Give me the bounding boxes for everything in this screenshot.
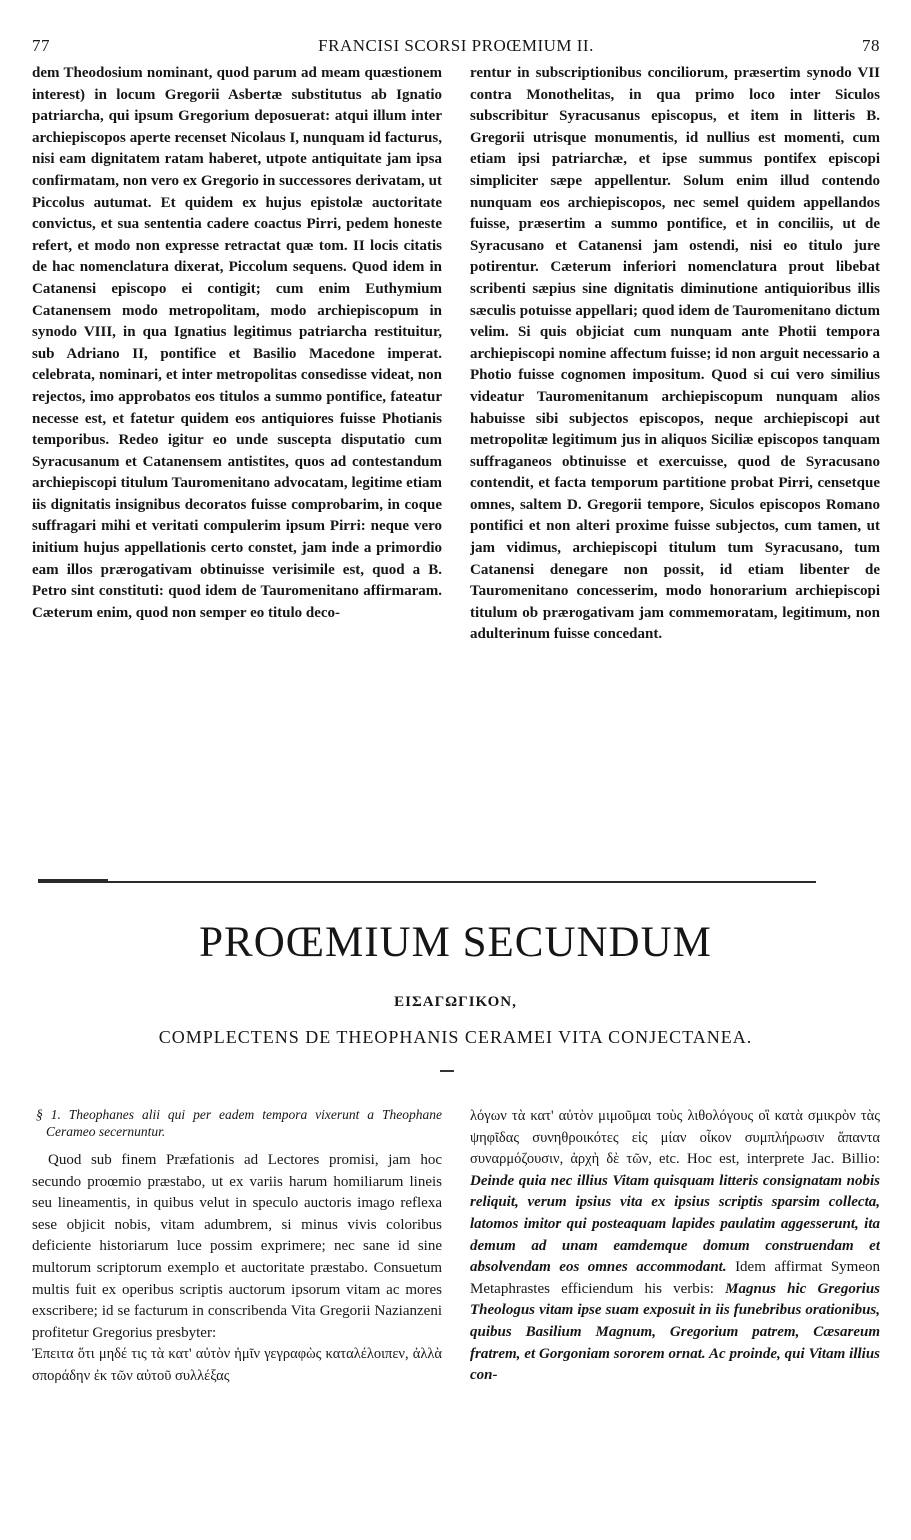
section-note: § 1. Theophanes alii qui per eadem tempora vixerunt a Theophane Cerameo secernuntur. — [36, 1107, 442, 1139]
ornament-dash — [440, 1070, 454, 1072]
greek-quotation-continued: λόγων τὰ κατ' αὐτὸν μιμοῦμαι τοὺς λιθολόγους οἳ κατὰ σμικρὸν τὰς ψηφῖδας συνηθροικότες εἰς μίαν οἶκον συμπλήρωσιν ἅπαντα συναρμόζουσιν, ἀρχὴ δὲ τῶν, etc. — [470, 1108, 880, 1168]
page-number-left: 77 — [32, 36, 50, 55]
latin-intro: Hoc est, interprete Jac. Billio: — [686, 1151, 880, 1168]
section-title: PROŒMIUM SECUNDUM — [199, 919, 712, 966]
top-left-column — [32, 63, 442, 843]
latin-mid: Idem affirmat Symeon Metaphrastes efficiendum his verbis: — [470, 1259, 880, 1297]
bottom-left-column — [32, 1106, 442, 1521]
latin-translation-2: Magnus hic Gregorius Theologus vitam ipse suam exposuit in iis funebribus orationibus, quibus Basilium Magnum, Gregorium patrem, Cæsareum fratrem, et Gorgoniam sororem ornat. Ac proinde, qui Vitam illius con- — [470, 1280, 880, 1384]
running-title: FRANCISI SCORSI PROŒMIUM II. — [318, 36, 594, 55]
greek-quotation: Ἐπειτα ὅτι μηδέ τις τὰ κατ' αὐτὸν ἡμῖν γεγραφὼς καταλέλοιπεν, ἀλλὰ σποράδην ἐκ τῶν αὐτοῦ συλλέξας — [32, 1346, 442, 1384]
section-subtitle: COMPLECTENS DE THEOPHANIS CERAMEI VITA CONJECTANEA. — [158, 1027, 753, 1047]
top-right-column — [470, 63, 880, 843]
section-greek-subtitle: ΕΙΣΑΓΩΓΙΚΟΝ, — [394, 994, 517, 1010]
bottom-right-paragraph — [470, 1106, 880, 1387]
bottom-right-column — [470, 1106, 880, 1521]
latin-translation: Deinde quia nec illius Vitam quisquam litteris consignatam nobis reliquit, verum ipsius vita ex ipsius scriptis sparsim collecta, latomos imitor qui posteaquam lapides paulatim aggesserunt, ita demum ad unam eamdemque domum construendam et absolvendam eos omnes accommodant. — [470, 1172, 880, 1276]
section-divider — [38, 881, 816, 883]
top-left-paragraph: dem Theodosium nominant, quod parum ad meam quæstionem interest) in locum Gregorii Asbertæ substitutus ab Ignatio patriarcha, qui ipsum Gregorium deposuerat: atqui illum inter archiepiscopos aperte recenset Nicolaus I, nunquam id facturus, nisi eam dignitatem ratam haberet, utpote antiquitate jam ipsa confirmatam, non vero ex Gregorio in successores derivatam, ut Piccolus autumat. Et quidem ex hujus epistolæ auctoritate convictus, et sua sententia cadere coactus Pirri, pedem honeste refert, et modo non expresse retractat quæ tom. II locis citatis de hac nomenclatura dixerat, Piccolum sequens. Quod idem in Catanensi episcopo ei contigit; cum enim Euthymium Catanensem modo metropolitam, modo archiepiscopum in synodo VIII, in qua Ignatius legitimus patriarcha restituitur, sub Adriano II, pontifice et Basilio Macedone imperat. celebrata, nominari, et inter metropolitas consedisse videat, non rejectos, imo approbatos eos titulos a summo pontifice, fateatur necesse est, et fatetur quidem eos antiquiores fuisse Photianis temporibus. Redeo igitur eo unde suscepta disputatio cum Syracusanum et Catanensem antistites, quos ad contestandum archiepiscopi titulum Tauromenitano advocatam, legitime etiam iis dignitatis insignibus decoratos fuisse comprobarim, in coque suffragari mihi et veritati compulerim ipsum Pirri: neque vero initium hujus appellationis certo constet, jam inde a primordio eam illos prærogativam obtinuisse verisimile est, quod a B. Petro sint constituti: quod idem de Tauromenitano affirmaram. Cæterum enim, quod non semper eo titulo deco- — [32, 65, 442, 621]
page-number-right: 78 — [862, 36, 880, 55]
bottom-left-paragraph: Quod sub finem Præfationis ad Lectores promisi, jam hoc secundo proœmio præstabo, ut ex variis harum homiliarum lineis seu lineamentis, in quibus velut in speculo auctoris imago reflexa sese objicit nobis, vitam adumbrem, si minus vivis coloribus deficiente historiarum luce possim exprimere; nec sane id sine multorum scriptorum exemplo et auctoritate præstabo. Consuetum multis fuit ex operibus scriptis auctorum ipsorum vitam ac mores exscribere; id se facturum in conscribenda Vita Gregorii Nazianzeni profitetur Gregorius presbyter: — [32, 1152, 442, 1341]
top-right-paragraph: rentur in subscriptionibus conciliorum, præsertim synodo VII contra Monothelitas, in qua primo loco inter Siculos subscribitur Syracusanus episcopus, et item in litteris B. Gregorii utrisque monumentis, id nullius est momenti, cum etiam ipsi patriarchæ, et ipse summus pontifex episcopi simpliciter sæpe appellentur. Solum enim illud contendo nunquam eos archiepiscopos, nec semel quidem appellandos fuisse, præsertim a summo pontifice, et in conciliis, ut de Syracusano et Catanensi jam ostendi, nisi eo titulo jure potirentur. Cæterum inferiori nomenclatura prout libebat scribenti sæpius sine dignitatis diminutione antiquioribus illis sæculis potuisse appellari; quod idem de Tauromenitano dictum velim. Si quis objiciat cum nunquam ante Photii tempora archiepiscopi nomine affectum fuisse; id non arguit necessario a Photio fuisse cognomen impositum. Quod si cui vero similius videatur Tauromenitanum archiepiscopum nunquam alios habuisse sibi subjectos episcopos, neque archiepiscopi aut metropolitæ legitimum jus in aliquos Siciliæ episcopos tanquam suffraganeos obtinuisse et exercuisse, quod de Syracusano contendit, et facta temporum partitione probat Pirri, censetque omnes, saltem D. Gregorii tempore, Siculos episcopos Romano pontifici et non alteri proxime fuisse subjectos, cum tamen, ut jam vidimus, archiepiscopi titulum tum Syracusano, tum Catanensi denegare non possit, id etiam libenter de Tauromenitano concesserim, modo honorarium archiepiscopi titulum ob prærogativam jam commemoratam, legitimum, non adulterinum fuisse concedant. — [470, 65, 880, 643]
running-head — [32, 36, 880, 58]
